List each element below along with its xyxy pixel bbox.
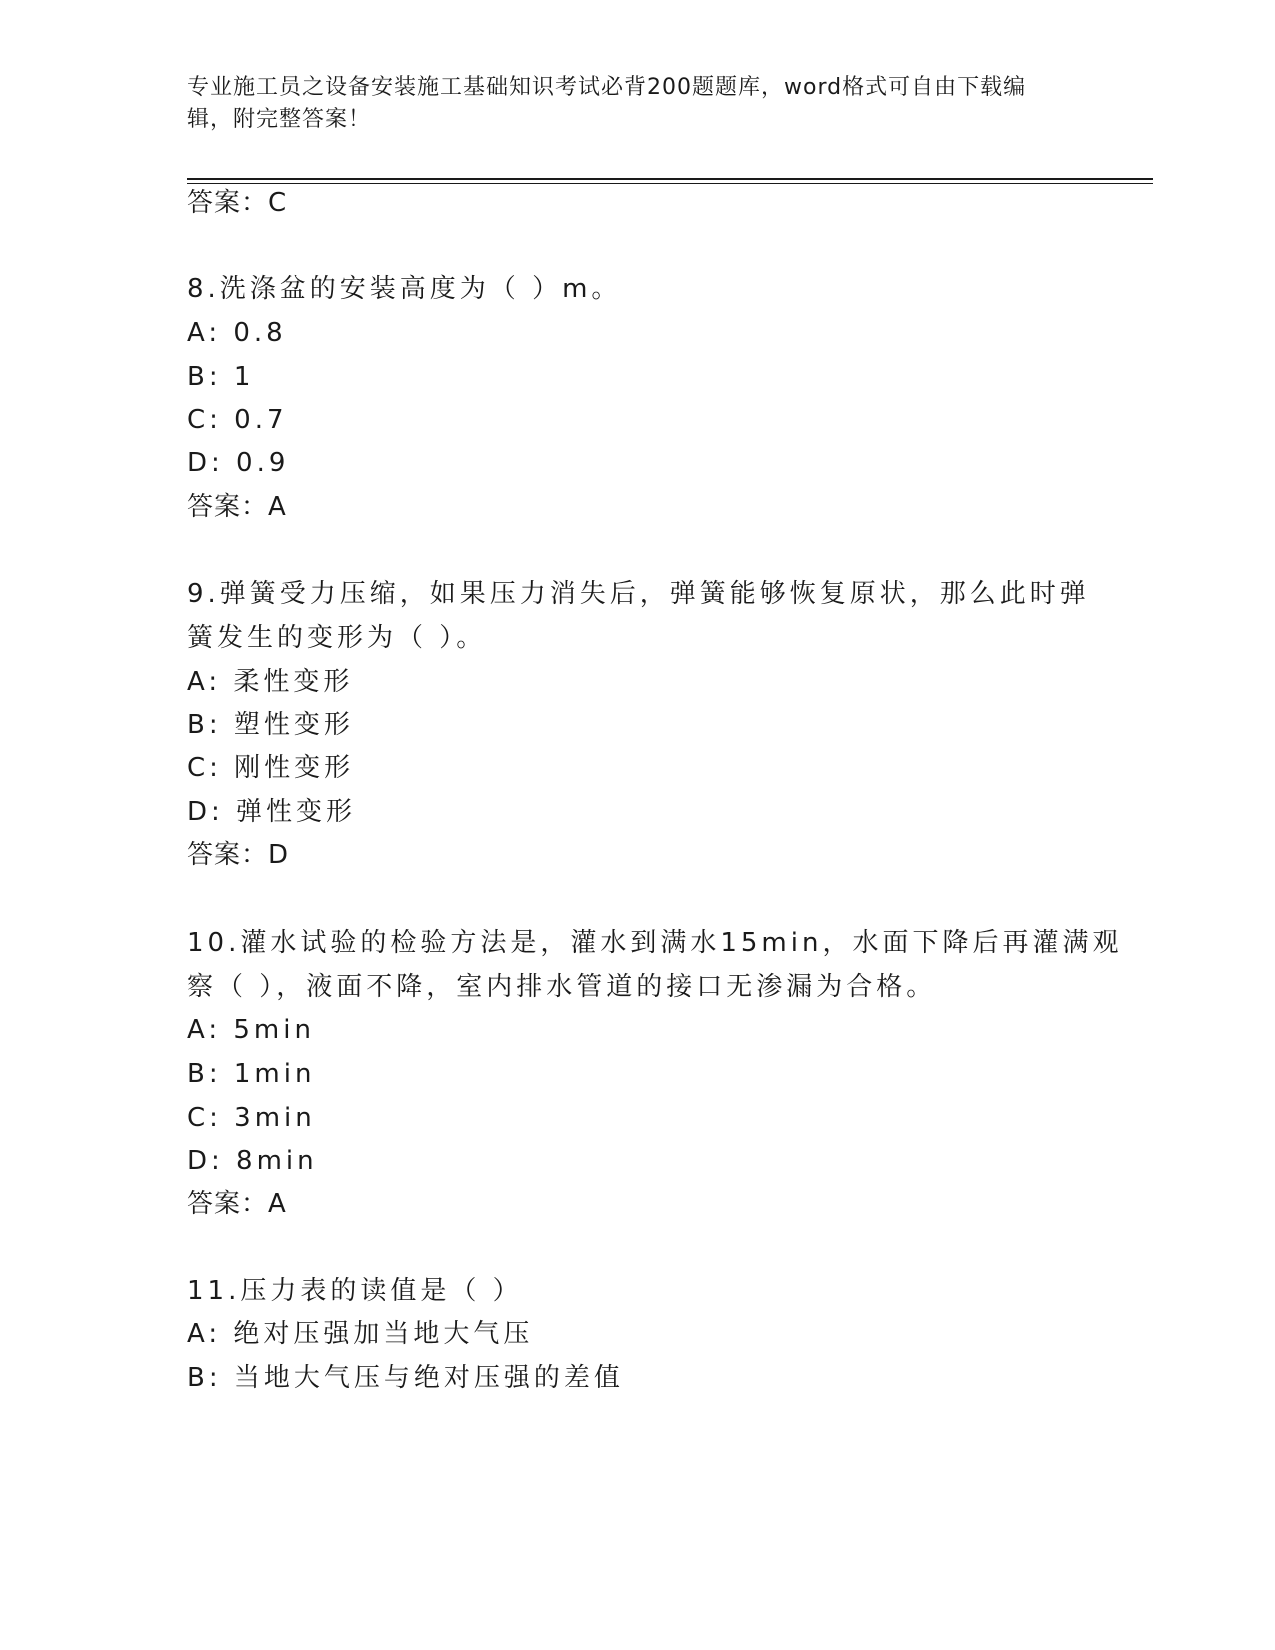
option-a: A: 柔性变形: [187, 667, 354, 697]
header-divider-thick: [187, 178, 1153, 180]
header-divider-thin: [187, 183, 1153, 184]
option-c: C: 刚性变形: [187, 753, 355, 783]
question-stem: 11.压力表的读值是（ ）: [187, 1276, 523, 1306]
option-b: B: 当地大气压与绝对压强的差值: [187, 1363, 624, 1393]
answer-line: 答案：A: [187, 492, 287, 522]
option-d: D: 弹性变形: [187, 797, 357, 827]
answer-line: 答案：C: [187, 188, 288, 218]
option-a: A: 0.8: [187, 318, 287, 348]
option-a: A: 绝对压强加当地大气压: [187, 1319, 534, 1349]
option-d: D: 0.9: [187, 448, 290, 478]
document-header: 专业施工员之设备安装施工基础知识考试必背200题题库，word格式可自由下载编辑，附完整答案！: [187, 75, 1027, 132]
option-a: A: 5min: [187, 1015, 315, 1045]
question-stem: 8.洗涤盆的安装高度为（ ）m。: [187, 274, 622, 304]
option-b: B: 塑性变形: [187, 710, 354, 740]
answer-line: 答案：A: [187, 1189, 287, 1219]
question-stem-line2: 簧发生的变形为（ ）。: [187, 623, 487, 653]
option-b: B: 1min: [187, 1059, 316, 1089]
option-c: C: 3min: [187, 1103, 316, 1133]
answer-line: 答案：D: [187, 840, 290, 870]
question-stem-line2: 察（ ），液面不降，室内排水管道的接口无渗漏为合格。: [187, 972, 937, 1002]
question-stem-line1: 9.弹簧受力压缩，如果压力消失后，弹簧能够恢复原状，那么此时弹: [187, 579, 1090, 609]
option-d: D: 8min: [187, 1146, 318, 1176]
option-c: C: 0.7: [187, 405, 288, 435]
question-stem-line1: 10.灌水试验的检验方法是，灌水到满水15min，水面下降后再灌满观: [187, 928, 1123, 958]
option-b: B: 1: [187, 362, 255, 392]
